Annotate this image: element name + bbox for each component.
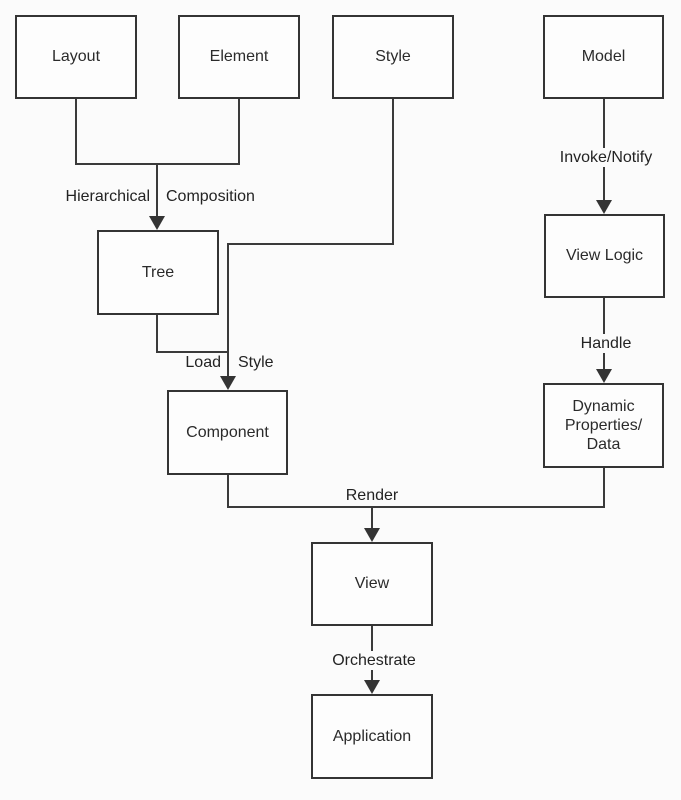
node-element	[178, 15, 300, 99]
edge-label-load: Load	[185, 354, 221, 371]
node-component	[167, 390, 288, 475]
connector-layout-down	[75, 99, 77, 165]
connector-style-horizontal	[227, 243, 394, 245]
node-dynamic-properties	[543, 383, 664, 468]
node-style	[332, 15, 454, 99]
edge-label-handle: Handle	[554, 334, 658, 353]
connector-dynamic-down	[603, 468, 605, 508]
node-label: Style	[375, 48, 411, 66]
connector-element-down	[238, 99, 240, 165]
arrowhead-down-icon	[596, 200, 612, 214]
connector-style-down	[392, 99, 394, 245]
node-label: Layout	[51, 48, 101, 66]
node-layout	[15, 15, 137, 99]
connector-load-style-shaft	[227, 243, 229, 378]
arrowhead-down-icon	[364, 680, 380, 694]
connector-render-merge	[227, 506, 605, 508]
node-label: Model	[581, 48, 626, 66]
edge-label-render: Render	[345, 487, 399, 504]
node-model	[543, 15, 664, 99]
edge-label-style: Style	[238, 354, 274, 371]
connector-tree-down	[156, 315, 158, 353]
edge-label-orchestrate: Orchestrate	[312, 651, 436, 670]
node-label: View	[354, 575, 390, 593]
node-label: Application	[332, 727, 412, 745]
node-view	[311, 542, 433, 626]
connector-render-shaft	[371, 506, 373, 530]
connector-compose-shaft	[156, 163, 158, 218]
edge-label-composition: Composition	[166, 188, 255, 205]
node-label: Element	[209, 48, 269, 66]
edge-label-invoke-notify: Invoke/Notify	[545, 148, 667, 167]
connector-component-down	[227, 475, 229, 508]
arrowhead-down-icon	[364, 528, 380, 542]
arrowhead-down-icon	[149, 216, 165, 230]
edge-label-hierarchical: Hierarchical	[65, 188, 150, 205]
node-label: Dynamic Properties/ Data	[564, 397, 643, 454]
node-tree	[97, 230, 219, 315]
node-application	[311, 694, 433, 779]
node-label: View Logic	[565, 247, 644, 265]
node-label: Component	[186, 423, 269, 441]
arrowhead-down-icon	[220, 376, 236, 390]
node-label: Tree	[141, 263, 175, 281]
node-view-logic	[544, 214, 665, 298]
arrowhead-down-icon	[596, 369, 612, 383]
